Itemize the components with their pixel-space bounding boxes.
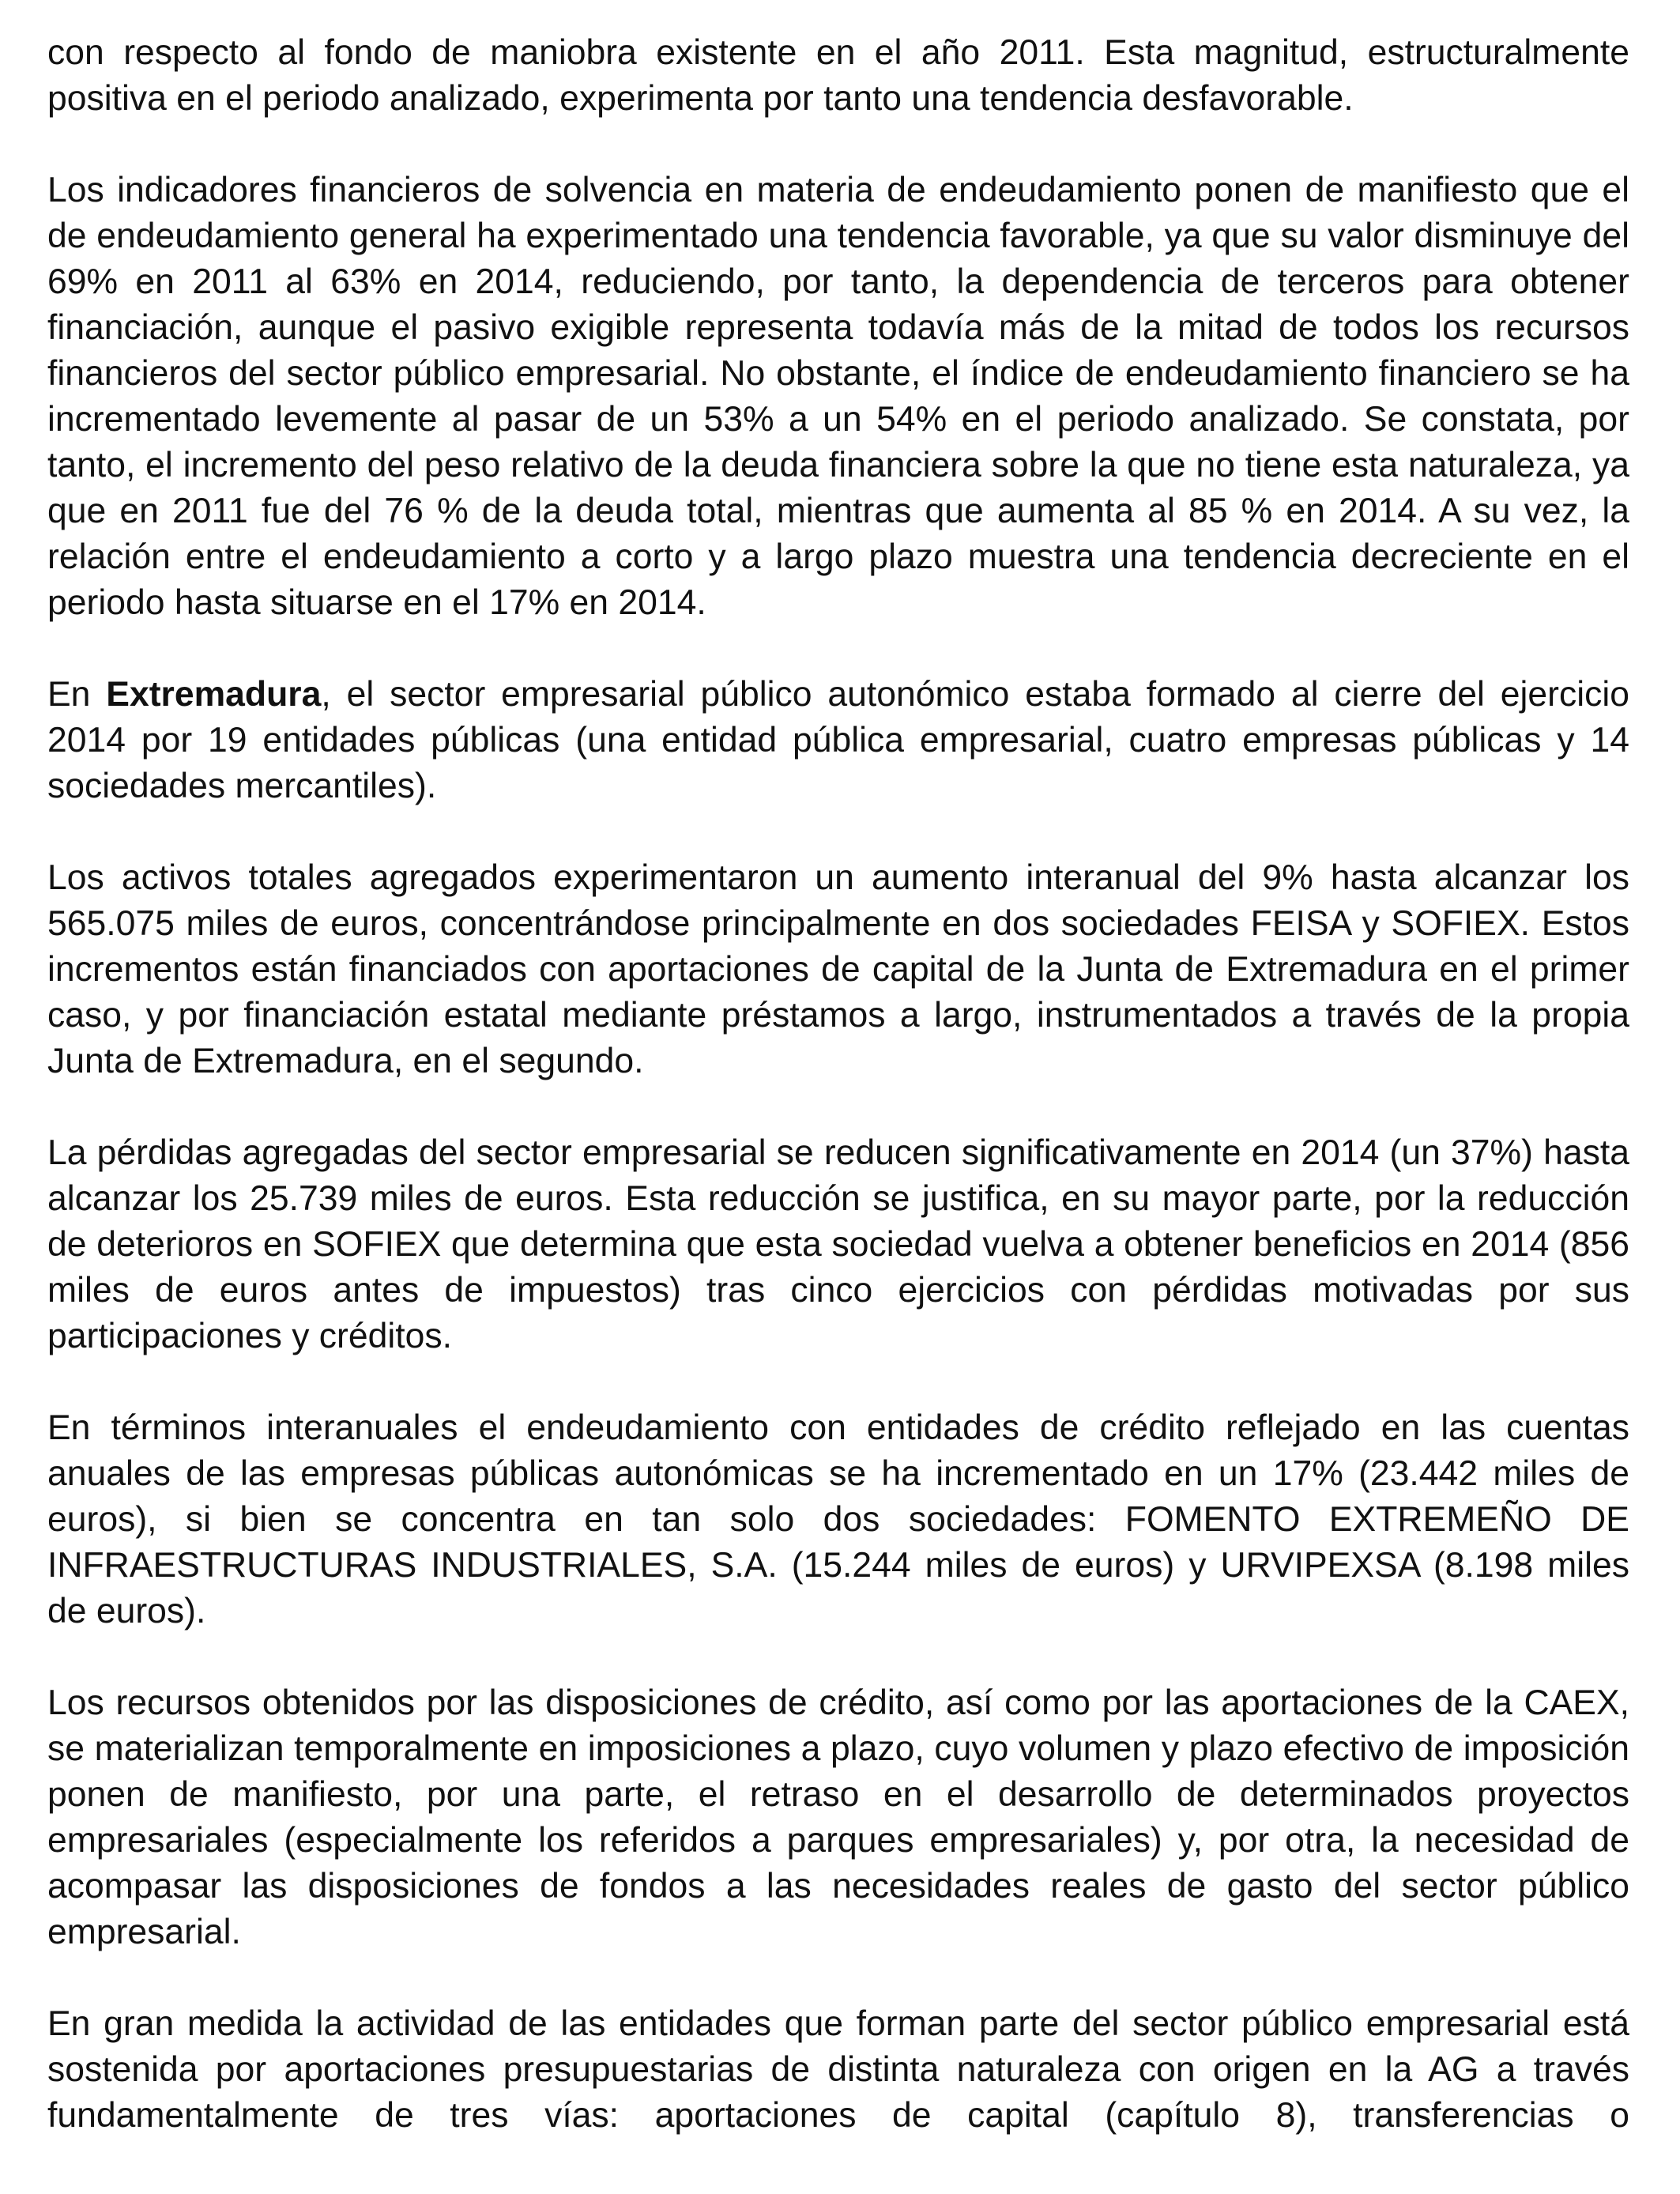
paragraph-resources-deposits: Los recursos obtenidos por las disposiciones de crédito, así como por las aportaciones de la CAEX, se materializan temporalmente en imposiciones a plazo, cuyo volumen y plazo efectivo de imposición ponen de manifiesto, por una parte, el retraso en el desarrollo de determinados proyectos empresariales (especialmente los referidos a parques empresariales) y, por otra, la necesidad de acompasar las disposiciones de fondos a las necesidades reales de gasto del sector público empresarial. — [47, 1683, 1629, 1951]
paragraph-solvency-indicators: Los indicadores financieros de solvencia en materia de endeudamiento ponen de manifiesto que el de endeudamiento general ha experimentado una tendencia favorable, ya que su valor disminuye del 69% en 2011 al 63% en 2014, reduciendo, por tanto, la dependencia de terceros para obtener financiación, aunque el pasivo exigible representa todavía más de la mitad de todos los recursos financieros del sector público empresarial. No obstante, el índice de endeudamiento financiero se ha incrementado levemente al pasar de un 53% a un 54% en el periodo analizado. Se constata, por tanto, el incremento del peso relativo de la deuda financiera sobre la que no tiene esta naturaleza, ya que en 2011 fue del 76 % de la deuda total, mientras que aumenta al 85 % en 2014. A su vez, la relación entre el endeudamiento a corto y a largo plazo muestra una tendencia decreciente en el periodo hasta situarse en el 17% en 2014. — [47, 171, 1629, 622]
paragraph-extremadura-intro — [47, 672, 1629, 809]
paragraph-budget-contributions: En gran medida la actividad de las entidades que forman parte del sector público empresarial está sostenida por aportaciones presupuestarias de distinta naturaleza con origen en la AG a través fundamentalmente de tres vías: aportaciones de capital (capítulo 8), transferencias o — [47, 2004, 1629, 2135]
paragraph-aggregate-losses: La pérdidas agregadas del sector empresarial se reducen significativamente en 2014 (un 37%) hasta alcanzar los 25.739 miles de euros. Esta reducción se justifica, en su mayor parte, por la reducción de deterioros en SOFIEX que determina que esta sociedad vuelva a obtener beneficios en 2014 (856 miles de euros antes de impuestos) tras cinco ejercicios con pérdidas motivadas por sus participaciones y créditos. — [47, 1133, 1629, 1355]
paragraph-extremadura-text: , el sector empresarial público autonómico estaba formado al cierre del ejercicio 2014 por 19 entidades públicas (una entidad pública empresarial, cuatro empresas públicas y 14 sociedades mercantiles). — [47, 675, 1629, 805]
paragraph-working-capital: con respecto al fondo de maniobra existente en el año 2011. Esta magnitud, estructuralmente positiva en el periodo analizado, experimenta por tanto una tendencia desfavorable. — [47, 33, 1629, 118]
paragraph-extremadura-prefix: En — [47, 675, 107, 714]
document-page — [47, 30, 1629, 2139]
region-name-extremadura: Extremadura — [106, 675, 322, 714]
paragraph-total-assets: Los activos totales agregados experimentaron un aumento interanual del 9% hasta alcanzar los 565.075 miles de euros, concentrándose principalmente en dos sociedades FEISA y SOFIEX. Estos incrementos están financiados con aportaciones de capital de la Junta de Extremadura en el primer caso, y por financiación estatal mediante préstamos a largo, instrumentados a través de la propia Junta de Extremadura, en el segundo. — [47, 858, 1629, 1080]
paragraph-credit-debt: En términos interanuales el endeudamiento con entidades de crédito reflejado en las cuentas anuales de las empresas públicas autonómicas se ha incrementado en un 17% (23.442 miles de euros), si bien se concentra en tan solo dos sociedades: FOMENTO EXTREMEÑO DE INFRAESTRUCTURAS INDUSTRIALES, S.A. (15.244 miles de euros) y URVIPEXSA (8.198 miles de euros). — [47, 1408, 1629, 1630]
